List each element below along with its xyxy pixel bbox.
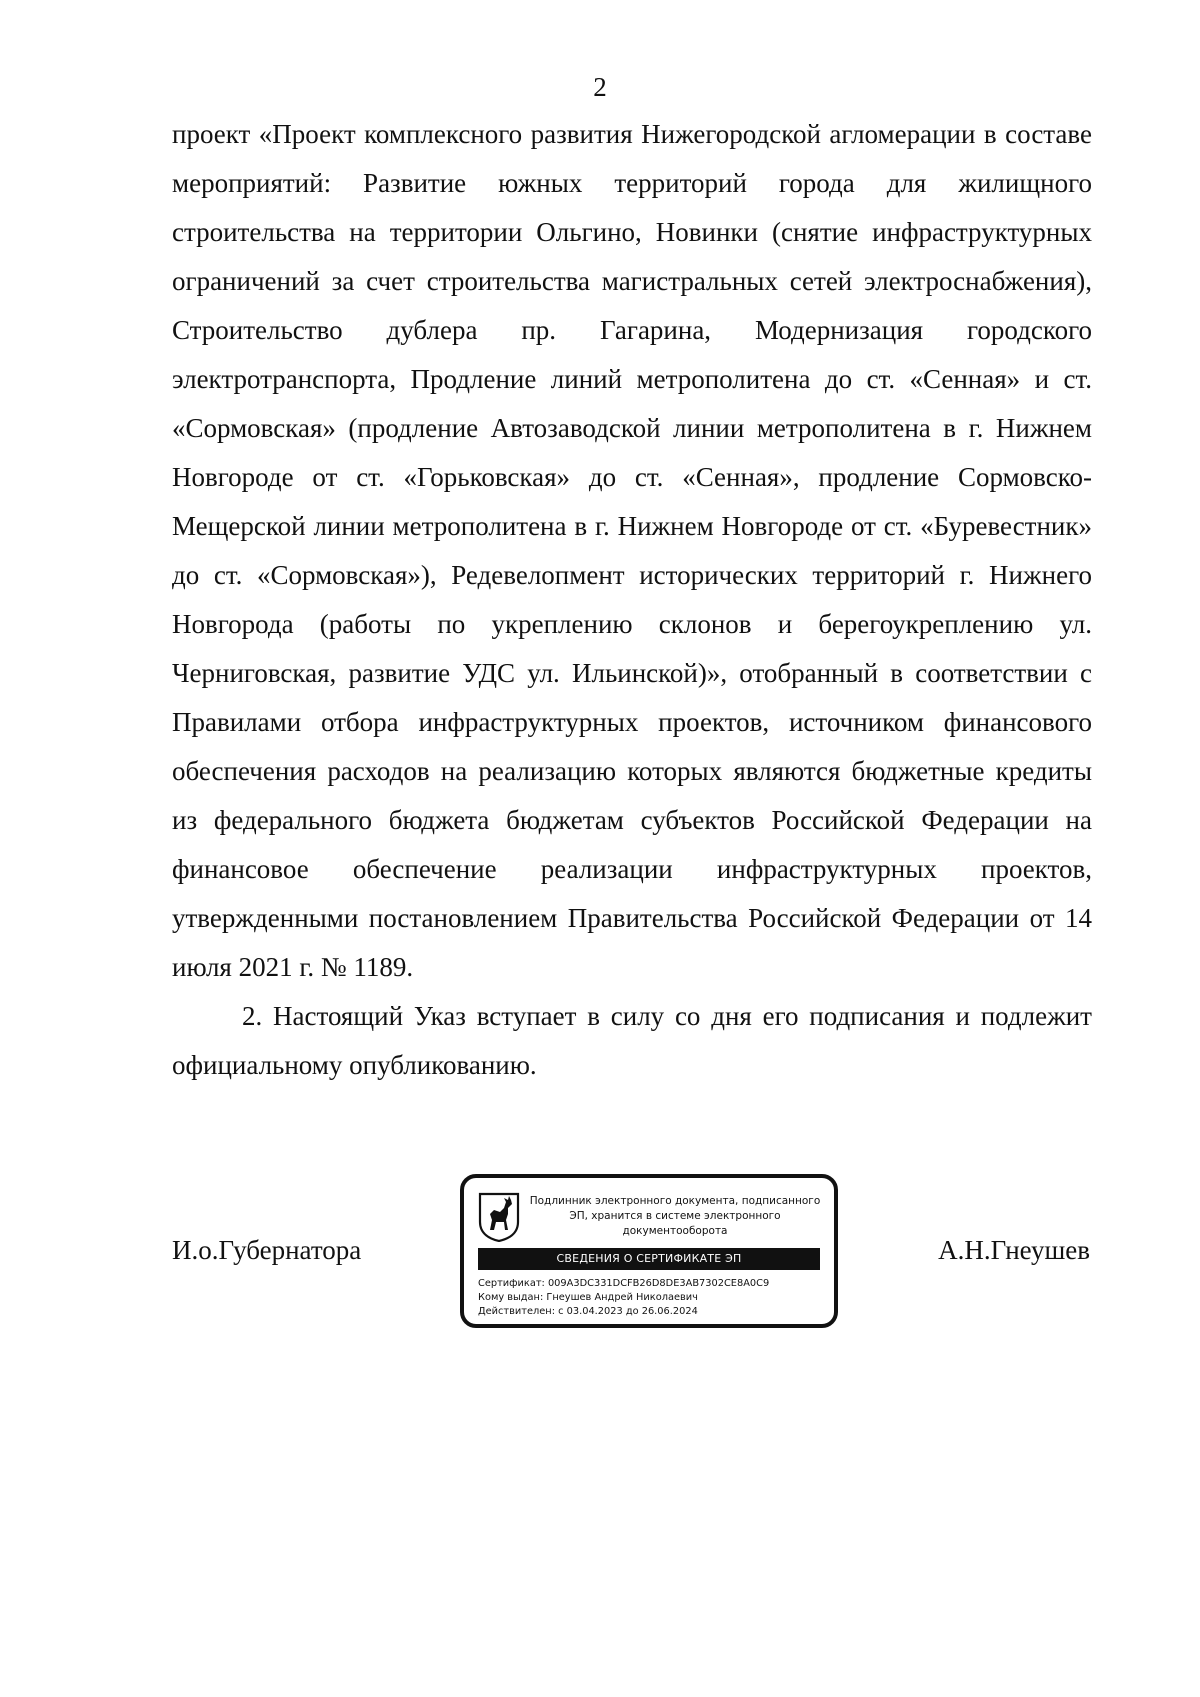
signatory-title: И.о.Губернатора	[172, 1235, 362, 1265]
certificate-owner: Кому выдан: Гнеушев Андрей Николаевич	[478, 1292, 698, 1303]
stamp-title-bar: СВЕДЕНИЯ О СЕРТИФИКАТЕ ЭП	[478, 1248, 820, 1270]
coat-of-arms-icon	[478, 1192, 520, 1242]
certificate-number: Сертификат: 009A3DC331DCFB26D8DE3AB7302CE8A0C9	[478, 1278, 770, 1289]
paragraph-effective-date: 2. Настоящий Указ вступает в силу со дня его подписания и подлежит официальному опубликованию.	[172, 1001, 1092, 1080]
document-body	[172, 110, 1092, 1090]
stamp-certificate-info	[478, 1277, 824, 1319]
signatory-name: А.Н.Гнеушев	[938, 1235, 1090, 1265]
electronic-signature-stamp	[460, 1174, 838, 1328]
certificate-validity: Действителен: с 03.04.2023 до 26.06.2024	[478, 1306, 698, 1317]
stamp-header: Подлинник электронного документа, подписанного ЭП, хранится в системе электронного документооборота	[529, 1195, 821, 1237]
paragraph-main: проект «Проект комплексного развития Нижегородской агломерации в составе мероприятий: Развитие южных территорий города для жилищного строительства на территории Ольгино, Новинки (снятие инфраструктурных ограничений за счет строительства магистральных сетей электроснабжения), Строительство дублера пр. Гагарина, Модернизация городского электротранспорта, Продление линий метрополитена до ст. «Сенная» и ст. «Сормовская» (продление Автозаводской линии метрополитена в г. Нижнем Новгороде от ст. «Горьковская» до ст. «Сенная», продление Сормовско-Мещерской линии метрополитена в г. Нижнем Новгороде от ст. «Буревестник» до ст. «Сормовская»), Редевелопмент исторических территорий г. Нижнего Новгорода (работы по укреплению склонов и берегоукреплению ул. Черниговская, развитие УДС ул. Ильинской)», отобранный в соответствии с Правилами отбора инфраструктурных проектов, источником финансового обеспечения расходов на реализацию которых являются бюджетные кредиты из федерального бюджета бюджетам субъектов Российской Федерации на финансовое обеспечение реализации инфраструктурных проектов, утвержденными постановлением Правительства Российской Федерации от 14 июля 2021 г. № 1189.	[172, 119, 1092, 982]
page-number: 2	[593, 72, 607, 102]
